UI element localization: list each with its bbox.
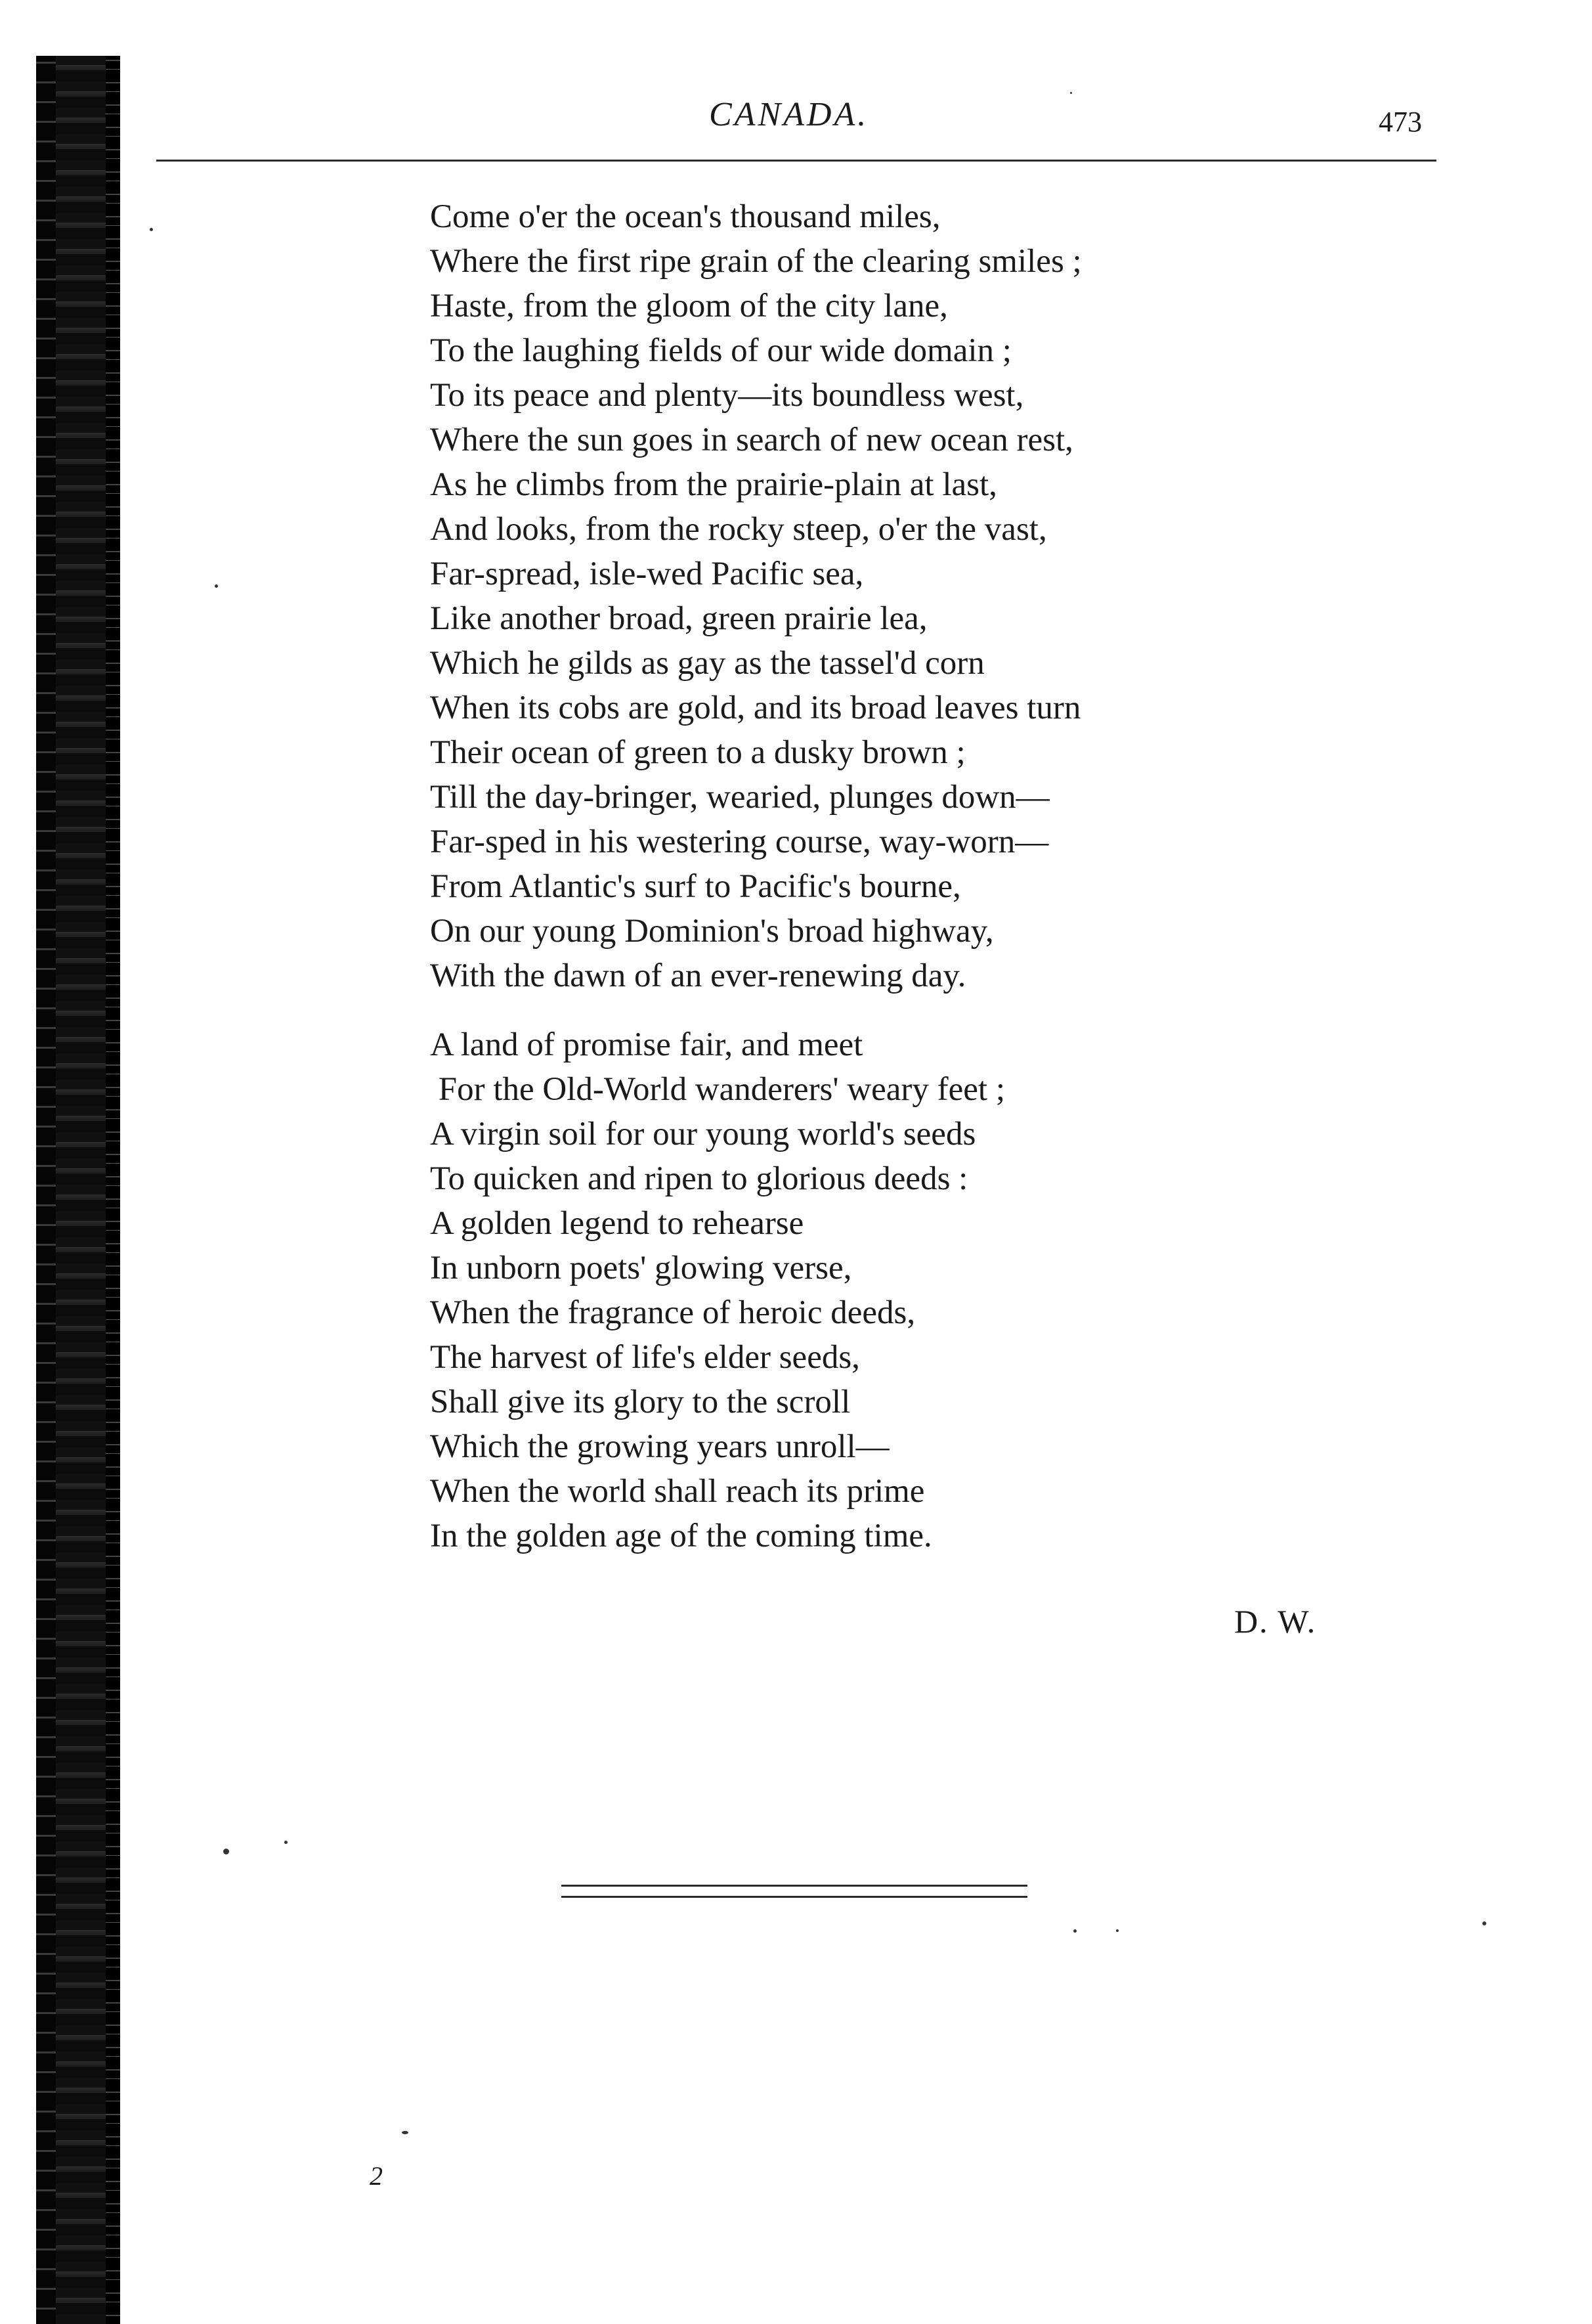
end-rule-top [561,1885,1027,1887]
scan-speck [1482,1921,1486,1925]
poem-line: Far-spread, isle-wed Pacific sea, [430,556,864,592]
poem-line: A land of promise fair, and meet [430,1026,863,1063]
scan-speck [1116,1929,1119,1932]
poem-line: Far-sped in his westering course, way-worn— [430,823,1049,860]
poem-line: Their ocean of green to a dusky brown ; [430,734,966,771]
poem-line: To its peace and plenty—its boundless west, [430,377,1024,414]
scan-speck [1073,1929,1077,1933]
scan-speck [150,228,153,231]
poem-line: Which he gilds as gay as the tassel'd corn [430,645,985,682]
author-signature: D. W. [1234,1603,1317,1640]
poem-line: Till the day-bringer, wearied, plunges down— [430,779,1050,816]
poem-line: Haste, from the gloom of the city lane, [430,288,948,324]
poem-line: A golden legend to rehearse [430,1205,804,1242]
poem-line: To quicken and ripen to glorious deeds : [430,1160,968,1197]
poem-line: For the Old-World wanderers' weary feet ; [430,1071,1006,1108]
poem-line: Shall give its glory to the scroll [430,1384,851,1420]
poem-stanza-2 [430,1022,1005,1558]
scan-speck [402,2131,408,2134]
poem-line: And looks, from the rocky steep, o'er the vast, [430,511,1047,548]
poem-line: To the laughing fields of our wide domain ; [430,332,1012,369]
poem-line: A virgin soil for our young world's seeds [430,1116,976,1152]
page-number: 473 [1379,106,1422,138]
poem-line: With the dawn of an ever-renewing day. [430,957,966,994]
poem-line: Which the growing years unroll— [430,1428,890,1465]
scan-speck [284,1841,288,1844]
scan-speck [215,584,218,588]
binding-gutter [36,56,120,2324]
running-title: CANADA. [709,96,869,133]
poem-line: In unborn poets' glowing verse, [430,1250,852,1286]
poem-stanza-1 [430,194,1082,998]
poem-line: Where the sun goes in search of new ocean rest, [430,422,1073,458]
end-rule-bottom [561,1896,1027,1898]
poem-line: Where the first ripe grain of the clearing smiles ; [430,243,1082,280]
signature-folio-mark: 2 [370,2161,383,2191]
poem-line: When its cobs are gold, and its broad leaves turn [430,690,1081,726]
poem-line: In the golden age of the coming time. [430,1518,932,1554]
poem-line: From Atlantic's surf to Pacific's bourne, [430,868,961,905]
scan-speck [223,1849,229,1854]
scan-speck [1070,92,1072,94]
poem-line: On our young Dominion's broad highway, [430,913,994,950]
poem-line: When the fragrance of heroic deeds, [430,1294,916,1331]
poem-line: As he climbs from the prairie-plain at last, [430,466,997,503]
poem-line: The harvest of life's elder seeds, [430,1339,860,1376]
poem-line: When the world shall reach its prime [430,1473,925,1510]
header-rule [156,160,1436,162]
poem-line: Like another broad, green prairie lea, [430,600,928,637]
poem-line: Come o'er the ocean's thousand miles, [430,198,941,235]
